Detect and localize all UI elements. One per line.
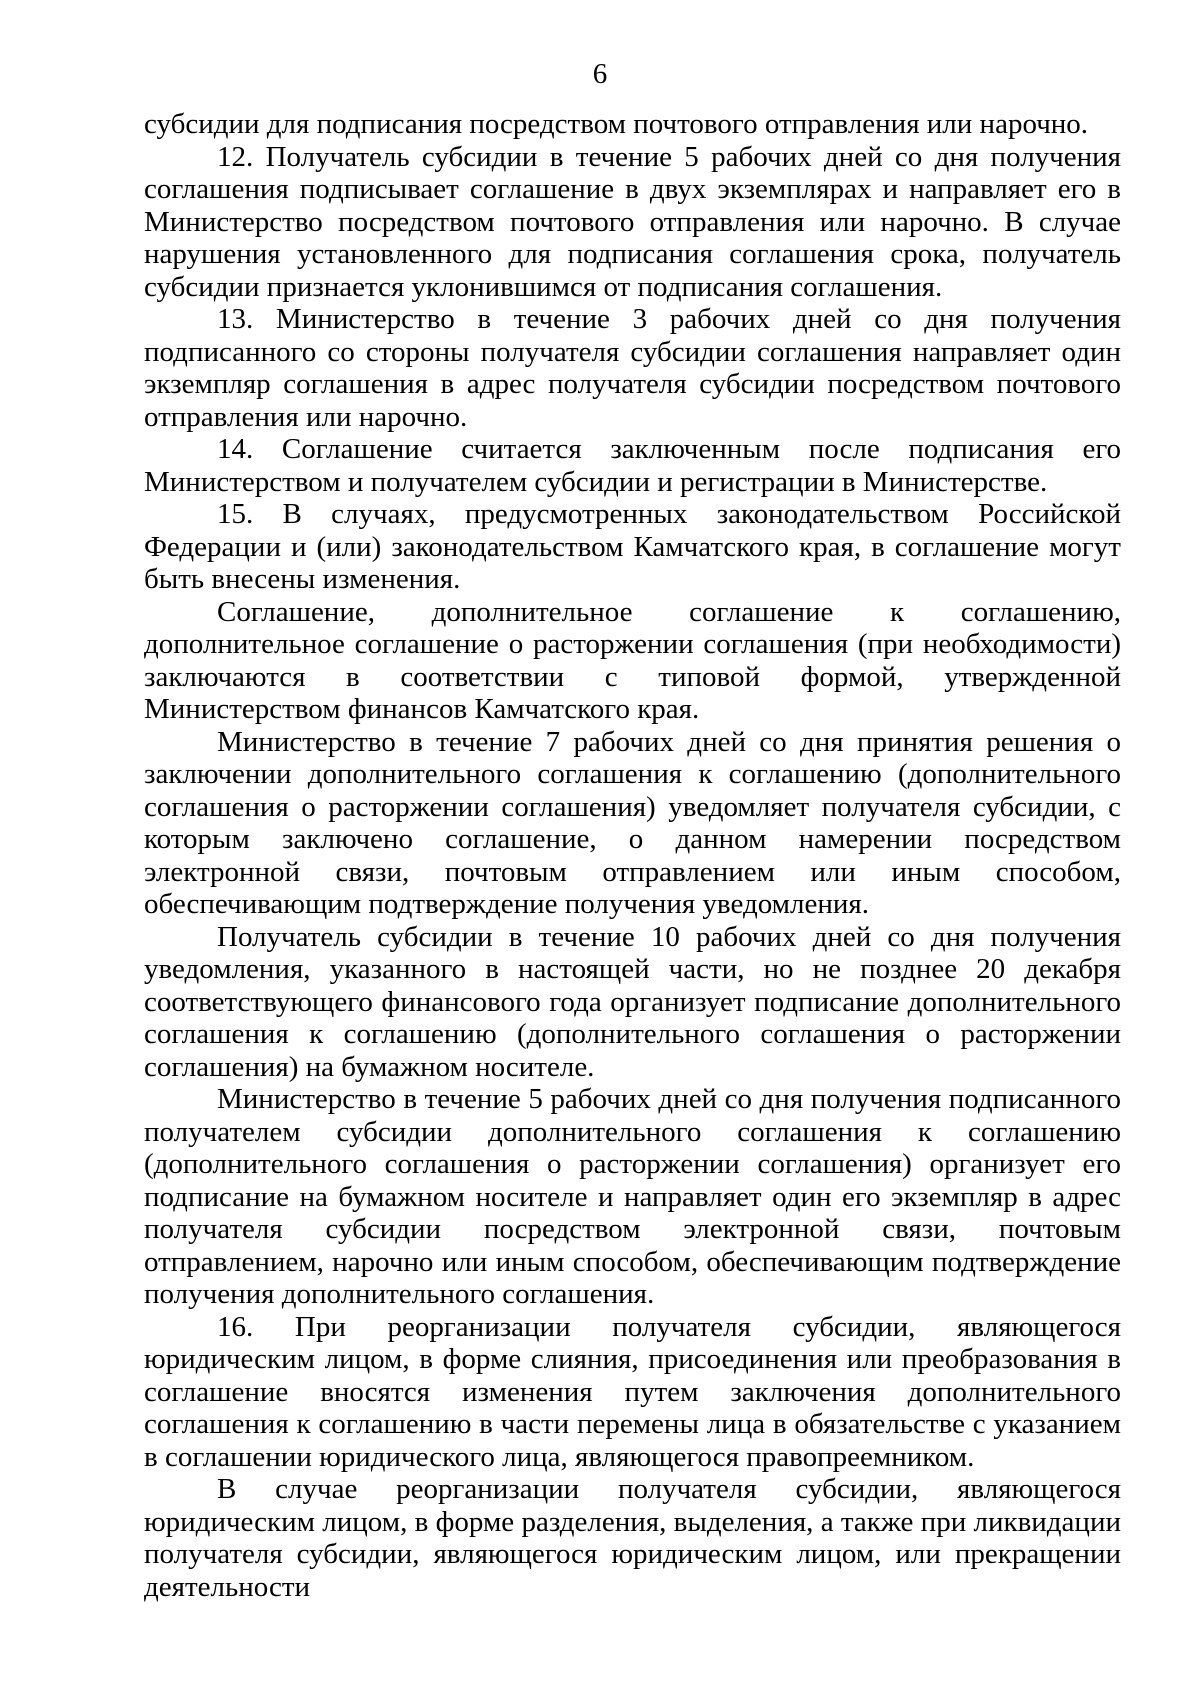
paragraph-item-13: 13. Министерство в течение 3 рабочих дней со дня получения подписанного со стороны получателя субсидии соглашения направляет один экземпляр соглашения в адрес получателя субсидии посредством почтового отправления или нарочно. — [144, 303, 1121, 433]
paragraph-item-16: 16. При реорганизации получателя субсидии, являющегося юридическим лицом, в форме слияния, присоединения или преобразования в соглашение вносятся изменения путем заключения дополнительного соглашения к соглашению в части перемены лица в обязательстве с указанием в соглашении юридического лица, являющегося правопреемником. — [144, 1310, 1121, 1473]
paragraph-ministry-notice: Министерство в течение 7 рабочих дней со дня принятия решения о заключении дополнительного соглашения к соглашению (дополнительного соглашения о расторжении соглашения) уведомляет получателя субсидии, с которым заключено соглашение, о данном намерении посредством электронной связи, почтовым отправлением или иным способом, обеспечивающим подтверждение получения уведомления. — [144, 725, 1121, 920]
paragraph-item-15: 15. В случаях, предусмотренных законодательством Российской Федерации и (или) законодательством Камчатского края, в соглашение могут быть внесены изменения. — [144, 498, 1121, 595]
paragraph-item-14: 14. Соглашение считается заключенным после подписания его Министерством и получателем субсидии и регистрации в Министерстве. — [144, 433, 1121, 498]
page-number: 6 — [592, 58, 608, 90]
paragraph-recipient-signing: Получатель субсидии в течение 10 рабочих дней со дня получения уведомления, указанного в настоящей части, но не позднее 20 декабря соответствующего финансового года организует подписание дополнительного соглашения к соглашению (дополнительного соглашения о расторжении соглашения) на бумажном носителе. — [144, 920, 1121, 1083]
document-body — [144, 108, 1121, 1603]
paragraph-reorganization: В случае реорганизации получателя субсидии, являющегося юридическим лицом, в форме разделения, выделения, а также при ликвидации получателя субсидии, являющегося юридическим лицом, или прекращении деятельности — [144, 1473, 1121, 1603]
paragraph-item-12: 12. Получатель субсидии в течение 5 рабочих дней со дня получения соглашения подписывает соглашение в двух экземплярах и направляет его в Министерство посредством почтового отправления или нарочно. В случае нарушения установленного для подписания соглашения срока, получатель субсидии признается уклонившимся от подписания соглашения. — [144, 140, 1121, 303]
paragraph-ministry-signing: Министерство в течение 5 рабочих дней со дня получения подписанного получателем субсидии дополнительного соглашения к соглашению (дополнительного соглашения о расторжении соглашения) организует его подписание на бумажном носителе и направляет один его экземпляр в адрес получателя субсидии посредством электронной связи, почтовым отправлением, нарочно или иным способом, обеспечивающим подтверждение получения дополнительного соглашения. — [144, 1083, 1121, 1310]
paragraph-continuation: субсидии для подписания посредством почтового отправления или нарочно. — [144, 108, 1089, 140]
paragraph-agreement-form: Соглашение, дополнительное соглашение к соглашению, дополнительное соглашение о расторжении соглашения (при необходимости) заключаются в соответствии с типовой формой, утвержденной Министерством финансов Камчатского края. — [144, 595, 1121, 725]
